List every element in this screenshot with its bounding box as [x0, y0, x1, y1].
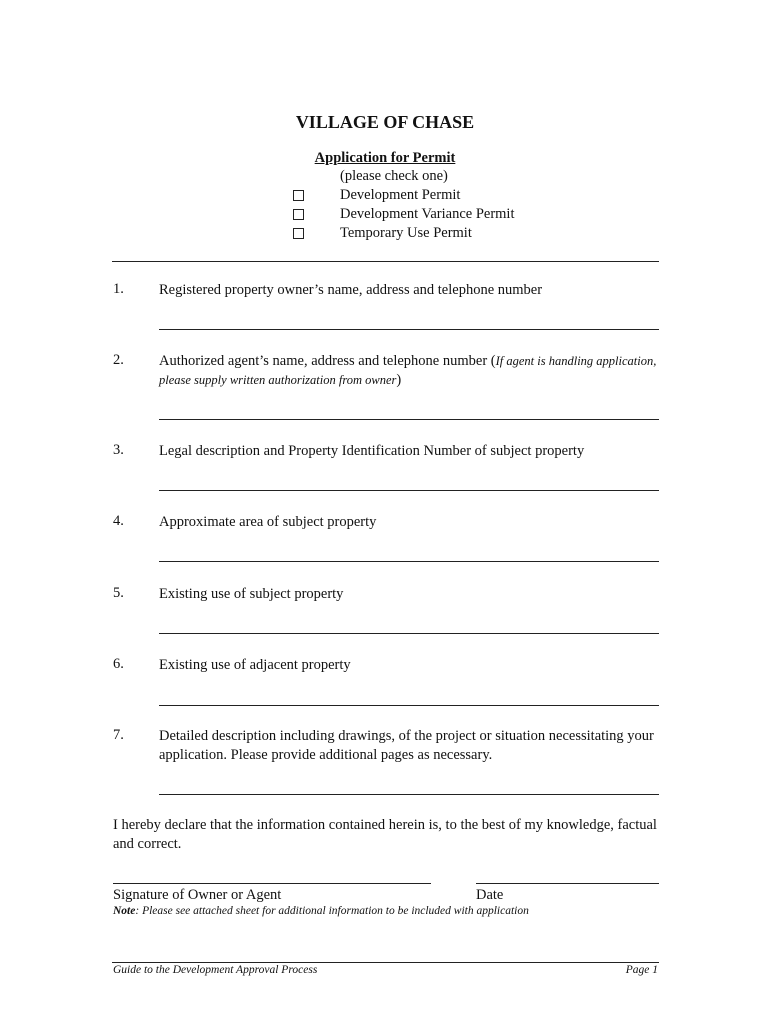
note — [113, 905, 529, 917]
option-label: Development Permit — [340, 187, 461, 203]
answer-line-area[interactable] — [159, 561, 659, 562]
answer-line-agent[interactable] — [159, 419, 659, 420]
question-text — [159, 352, 659, 390]
question-tail: ) — [396, 372, 402, 388]
checkbox[interactable] — [293, 228, 304, 239]
date-line[interactable] — [476, 883, 659, 884]
answer-line-existing-use[interactable] — [159, 633, 659, 634]
answer-line-owner[interactable] — [159, 329, 659, 330]
question-text: Registered property owner’s name, address and telephone number — [159, 282, 543, 298]
option-label: Temporary Use Permit — [340, 225, 472, 241]
question-text: Approximate area of subject property — [159, 514, 377, 530]
date-label: Date — [476, 887, 504, 903]
question-text: Existing use of adjacent property — [159, 657, 351, 673]
question-main-text: Authorized agent’s name, address and telephone number ( — [159, 353, 496, 369]
question-number: 5. — [113, 585, 124, 601]
answer-line-adjacent-use[interactable] — [159, 705, 659, 706]
question-text: Legal description and Property Identification Number of subject property — [159, 443, 585, 459]
footer-divider — [112, 962, 659, 963]
note-text: : Please see attached sheet for additional information to be included with application — [135, 905, 529, 917]
declaration-text: I hereby declare that the information contained herein is, to the best of my knowledge, factual and correct. — [113, 817, 657, 852]
note-label: Note — [113, 905, 136, 917]
question-number: 4. — [113, 513, 124, 529]
form-subtitle: Application for Permit — [314, 150, 456, 166]
question-number: 6. — [113, 656, 124, 672]
question-number: 7. — [113, 727, 124, 743]
signature-line[interactable] — [113, 883, 431, 884]
page-title: VILLAGE OF CHASE — [295, 112, 475, 132]
option-label: Development Variance Permit — [340, 206, 515, 222]
signature-label: Signature of Owner or Agent — [113, 887, 282, 903]
checkbox[interactable] — [293, 190, 304, 201]
footer-left: Guide to the Development Approval Process — [113, 964, 318, 976]
header-divider — [112, 261, 659, 262]
question-number: 2. — [113, 352, 124, 368]
question-text: Existing use of subject property — [159, 586, 344, 602]
question-number: 3. — [113, 442, 124, 458]
question-text: Detailed description including drawings, of the project or situation necessitating your application. Please provide additional pages as necessary. — [159, 728, 654, 763]
check-instruction: (please check one) — [340, 168, 448, 184]
option-development-variance-permit[interactable] — [293, 206, 514, 223]
footer-page-number: Page 1 — [625, 964, 658, 976]
question-italic-text: If agent is handling application, please supply written authorization from owner — [159, 354, 657, 387]
answer-line-description[interactable] — [159, 794, 659, 795]
option-development-permit[interactable] — [293, 187, 460, 204]
checkbox[interactable] — [293, 209, 304, 220]
answer-line-legal-description[interactable] — [159, 490, 659, 491]
option-temporary-use-permit[interactable] — [293, 225, 472, 242]
question-number: 1. — [113, 281, 124, 297]
